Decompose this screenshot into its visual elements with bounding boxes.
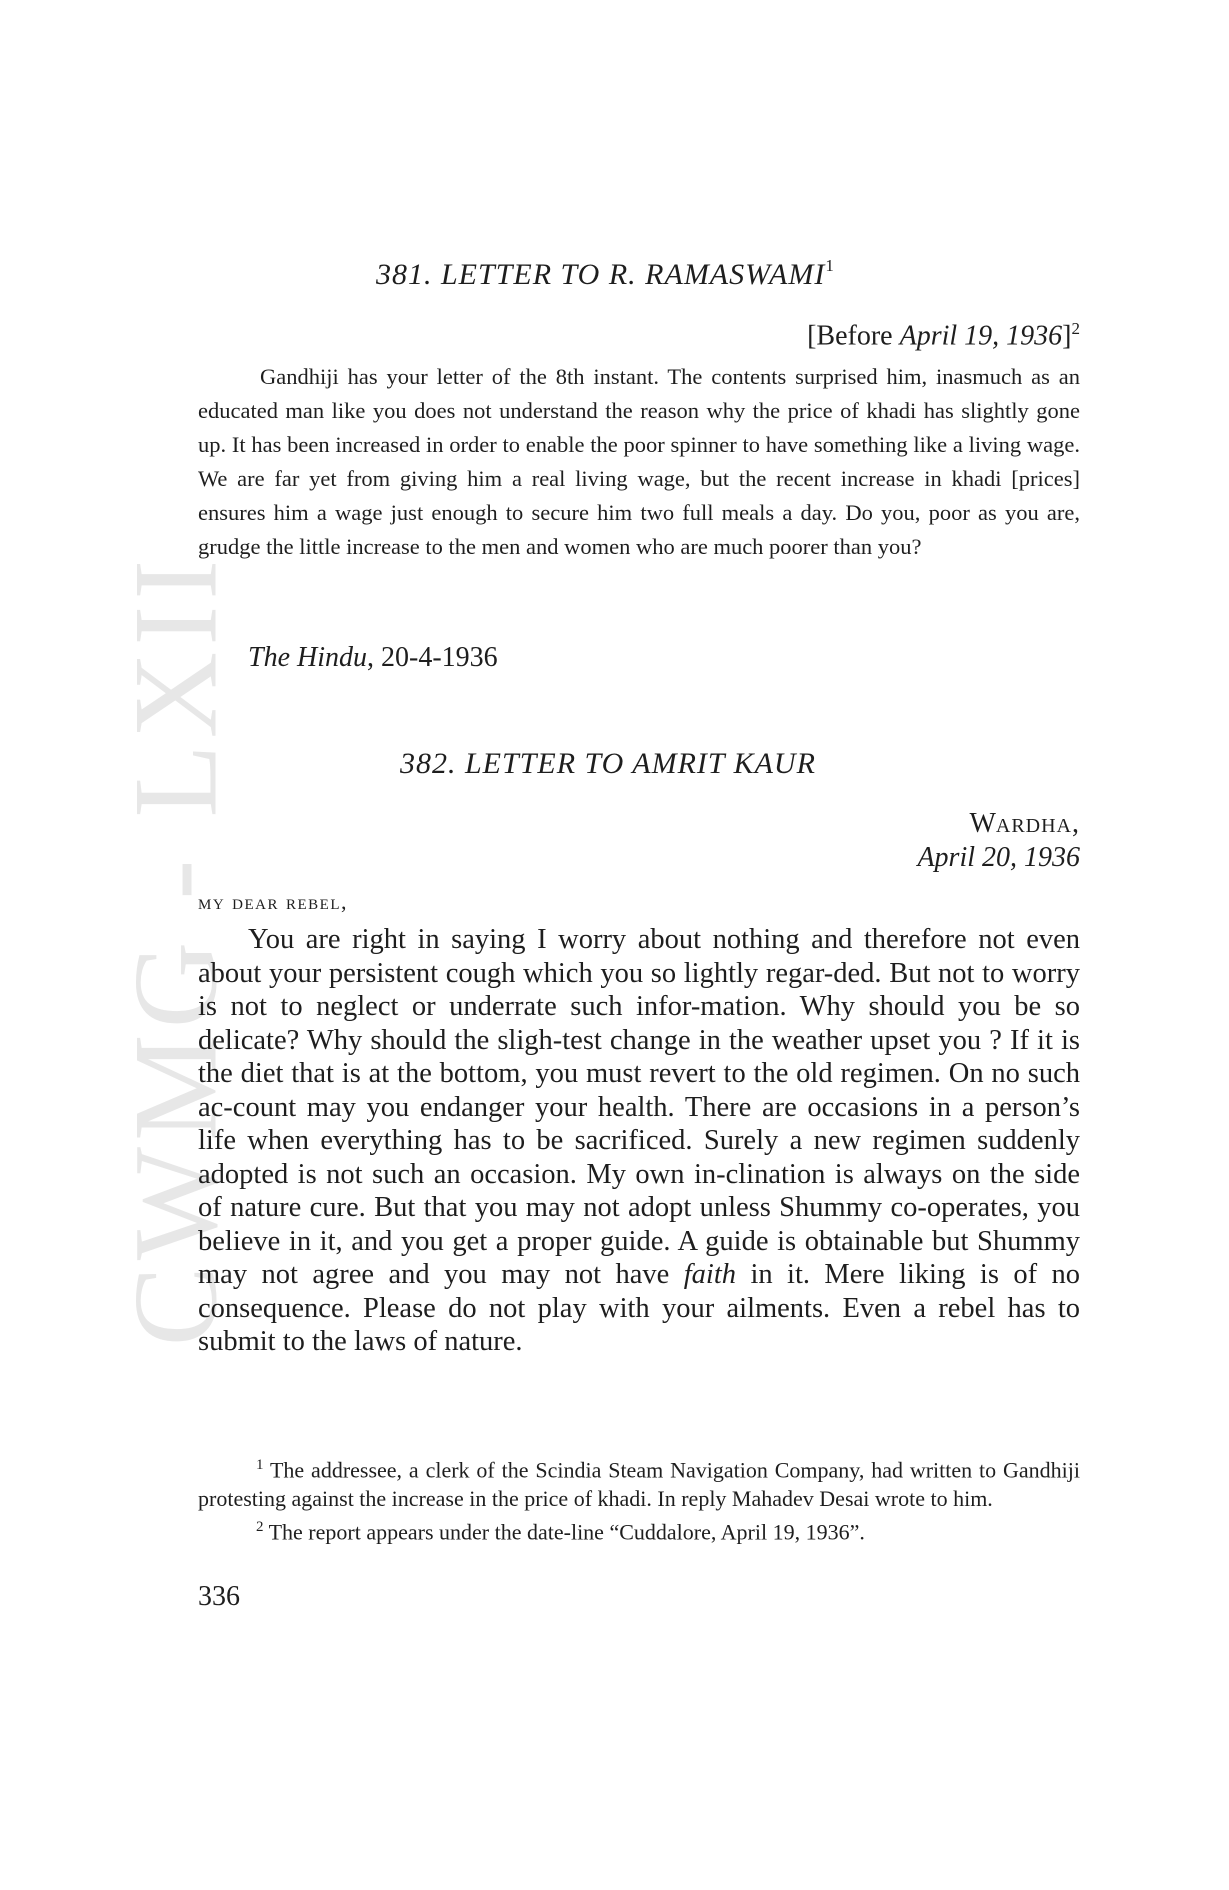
footnotes [198, 1451, 1080, 1547]
footnote-2 [198, 1513, 1080, 1546]
letter-381-dateline [198, 311, 1080, 354]
letter-382-salutation: my dear rebel, [198, 889, 348, 914]
watermark-text: CWMG - LXII [108, 553, 242, 1347]
letter-381-body: Gandhiji has your letter of the 8th instant. The contents surprised him, inasmuch as an educated man like you does not understand the reason why the price of khadi has slightly gone up. It has been increased in order to enable the poor spinner to have something like a living wage. We are far yet from giving him a real living wage, but the recent increase in khadi [prices] ensures him a wage just enough to secure him two full meals a day. Do you, poor as you are, grudge the little increase to the men and women who are much poorer than you? [198, 364, 1080, 559]
footnote-1-number: 1 [256, 1457, 264, 1473]
letter-381-title: 381. LETTER TO R. RAMASWAMI [376, 258, 826, 291]
letter-381-source [198, 640, 1130, 676]
page-number: 336 [198, 1581, 240, 1612]
letter-382-body [198, 923, 1080, 1359]
dateline-prefix: [Before [807, 320, 900, 352]
dateline-date: April 19, 1936 [899, 320, 1063, 352]
letter-382-date-text: April 20, 1936 [917, 842, 1080, 873]
footnote-1-text: The addressee, a clerk of the Scindia Steam Navigation Company, had written to Gandhiji protesting against the increase in the price of khadi. In reply Mahadev Desai wrote to him. [198, 1457, 1080, 1512]
body-emphasis: faith [683, 1259, 737, 1290]
letter-382-heading [400, 746, 816, 782]
place-initial: W [969, 808, 996, 839]
footnote-1 [198, 1451, 1080, 1513]
source-date: , 20-4-1936 [367, 642, 498, 673]
letter-381-heading [376, 250, 835, 293]
body-text-part-2: in it. Mere liking is of no consequence. Please do not play with your ailments. Even a rebel has to submit to the laws of nature. [198, 1259, 1080, 1357]
footnote-2-number: 2 [256, 1519, 264, 1536]
place-rest: ardha, [995, 808, 1080, 839]
letter-382-body-block [198, 923, 1080, 1359]
letter-381-body-block [198, 360, 1080, 564]
letter-382-title: 382. LETTER TO AMRIT KAUR [400, 747, 816, 780]
body-text-part-1: You are right in saying I worry about nothing and therefore not even about your persistent cough which you so lightly regar-ded. But not to worry is not to neglect or underrate such infor-mation. Why should you be so delicate? Why should the sligh-test change in the weather upset you ? If it is the diet that is at the bottom, you must revert to the old regimen. On no such ac-count may you endanger your health. There are occasions in a person’s life when everything has to be sacrificed. Surely a new regimen suddenly adopted is not such an occasion. My own in-clination is always on the side of nature cure. But that you may not adopt unless Shummy co-operates, you believe in it, and you get a proper guide. A guide is obtainable but Shummy may not agree and you may not have [198, 924, 1080, 1290]
letter-382-date [198, 838, 1080, 878]
footnote-ref-2: 2 [1071, 319, 1080, 338]
source-publication: The Hindu [248, 642, 367, 673]
footnote-2-text: The report appears under the date-line “Cuddalore, April 19, 1936”. [263, 1519, 865, 1545]
dateline-suffix: ] [1062, 320, 1072, 352]
footnote-ref-1: 1 [825, 256, 835, 275]
